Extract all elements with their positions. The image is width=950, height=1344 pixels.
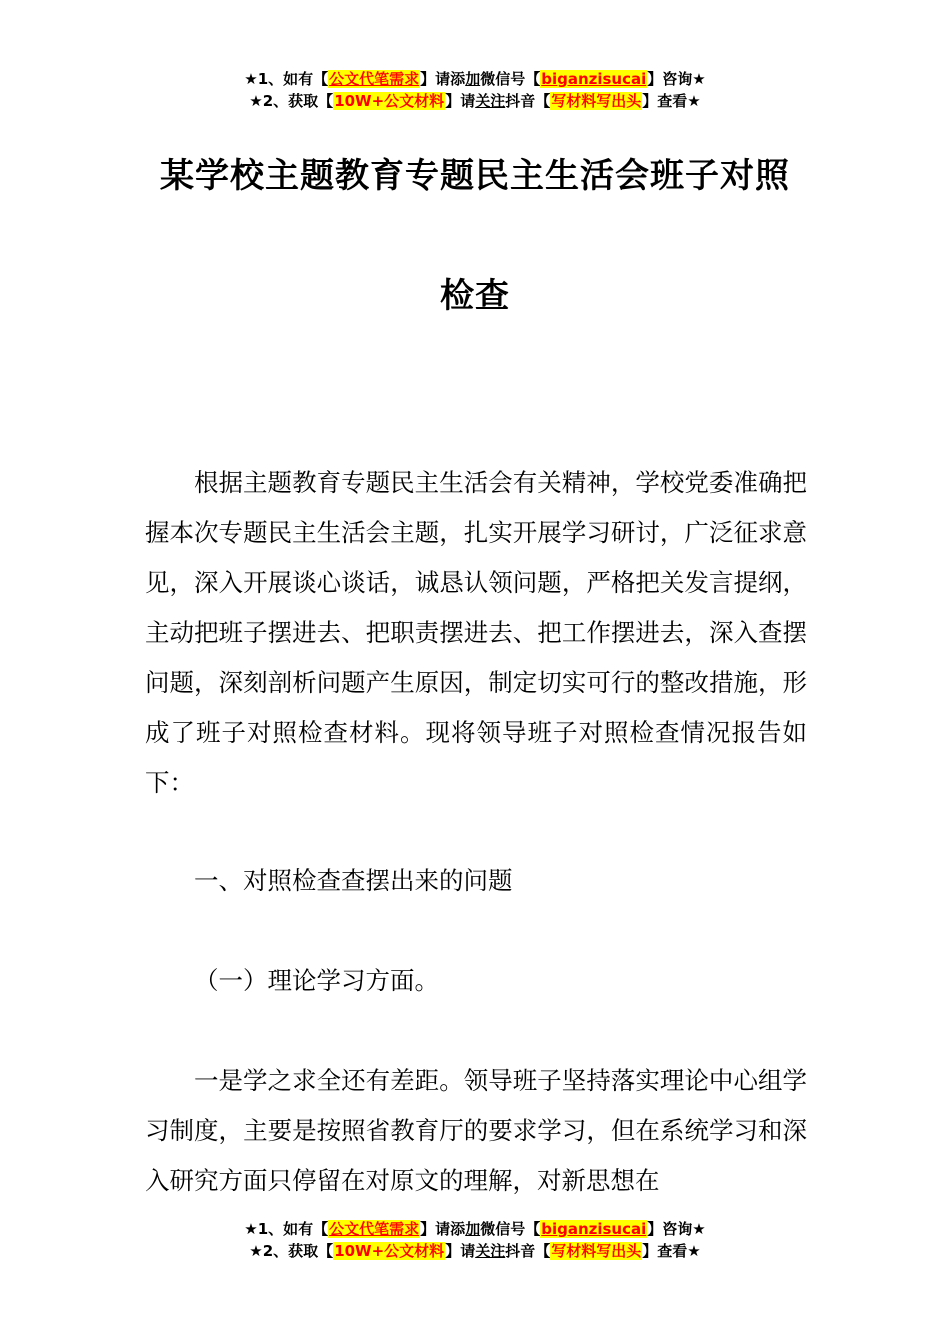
banner-line-2 xyxy=(0,90,950,112)
banner-text: 】请 xyxy=(445,1242,476,1260)
subsection-heading: （一）理论学习方面。 xyxy=(194,966,439,995)
banner-text: ★1、如有【 xyxy=(244,70,329,88)
banner-underlined-text: 关注 xyxy=(475,1242,506,1260)
intro-paragraph: 根据主题教育专题民主生活会有关精神，学校党委准确把握本次专题民主生活会主题，扎实开展学习研讨，广泛征求意见，深入开展谈心谈话，诚恳认领问题，严格把关发言提纲，主动把班子摆进去、把职责摆进去、把工作摆进去，深入查摆问题，深刻剖析问题产生原因，制定切实可行的整改措施，形成了班子对照检查材料。现将领导班子对照检查情况报告如下： xyxy=(145,468,807,797)
banner-text: ★1、如有【 xyxy=(244,1220,329,1238)
banner-text: 】请添 xyxy=(420,70,466,88)
footer-banner xyxy=(0,1218,950,1262)
highlight-service: 公文代笔需求 xyxy=(329,1220,420,1238)
banner-text: ★2、获取【 xyxy=(249,1242,334,1260)
banner-text: 】咨询★ xyxy=(647,1220,706,1238)
highlight-douyin: 写材料写出头 xyxy=(551,1242,642,1260)
banner-underlined-text: 加 xyxy=(465,1220,481,1238)
highlight-service: 公文代笔需求 xyxy=(329,70,420,88)
banner-underlined-text: 关注 xyxy=(475,92,506,110)
banner-text: 抖音【 xyxy=(505,1242,551,1260)
banner-text: 】查看★ xyxy=(642,92,701,110)
highlight-materials: 10W+公文材料 xyxy=(334,1242,445,1260)
banner-text: 】查看★ xyxy=(642,1242,701,1260)
banner-line-1 xyxy=(0,1218,950,1240)
highlight-wechat-id: biganzisucai xyxy=(541,70,647,88)
document-title-line-1: 某学校主题教育专题民主生活会班子对照 xyxy=(160,156,790,196)
banner-line-1 xyxy=(0,68,950,90)
highlight-materials: 10W+公文材料 xyxy=(334,92,445,110)
section-heading: 一、对照检查查摆出来的问题 xyxy=(194,866,513,895)
body-paragraph: 一是学之求全还有差距。领导班子坚持落实理论中心组学习制度，主要是按照省教育厅的要求学习，但在系统学习和深入研究方面只停留在对原文的理解，对新思想在 xyxy=(145,1066,807,1195)
highlight-douyin: 写材料写出头 xyxy=(551,92,642,110)
banner-text: 微信号【 xyxy=(480,1220,541,1238)
banner-text: ★2、获取【 xyxy=(249,92,334,110)
banner-text: 】咨询★ xyxy=(647,70,706,88)
banner-text: 】请 xyxy=(445,92,476,110)
banner-text: 抖音【 xyxy=(505,92,551,110)
banner-text: 】请添 xyxy=(420,1220,466,1238)
banner-text: 微信号【 xyxy=(480,70,541,88)
header-banner xyxy=(0,68,950,112)
banner-underlined-text: 加 xyxy=(465,70,481,88)
document-title-line-2: 检查 xyxy=(440,276,510,316)
banner-line-2 xyxy=(0,1240,950,1262)
highlight-wechat-id: biganzisucai xyxy=(541,1220,647,1238)
